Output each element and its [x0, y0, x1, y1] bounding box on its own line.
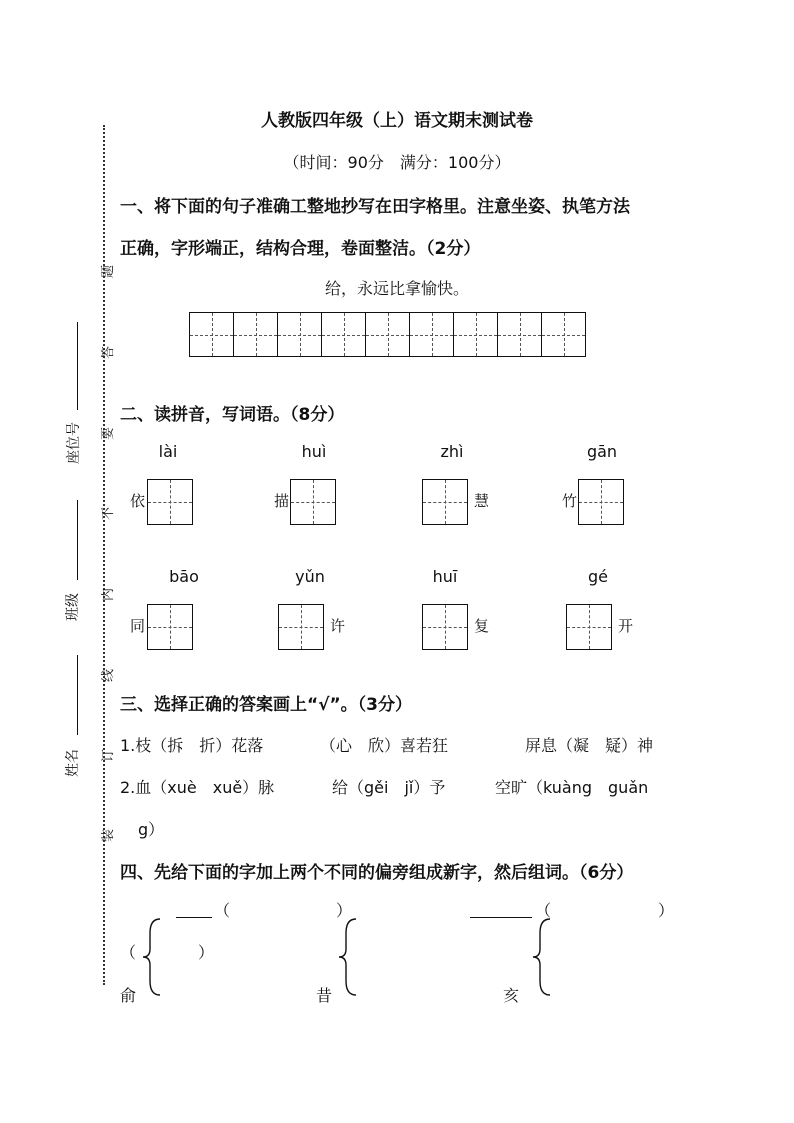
pinyin-label: yǔn	[295, 567, 325, 586]
tianzi-cell[interactable]	[453, 312, 498, 357]
pinyin-label: huì	[301, 442, 327, 461]
section4-heading: 四、先给下面的字加上两个不同的偏旁组成新字，然后组词。（6分）	[120, 863, 634, 883]
section1-heading-line2: 正确，字形端正，结构合理，卷面整洁。（2分）	[120, 239, 481, 259]
name-label: 姓名	[65, 749, 81, 777]
tianzi-cell[interactable]	[321, 312, 366, 357]
hint-char: 依	[130, 492, 146, 510]
seat-number-line[interactable]	[77, 322, 78, 410]
tianzi-cell[interactable]	[541, 312, 586, 357]
choice-item: 给（gěi jǐ）予	[332, 778, 446, 797]
page-subtitle: （时间：90分 满分：100分）	[283, 153, 511, 172]
radical-blank[interactable]	[470, 917, 532, 918]
binding-char-4: 不	[101, 506, 117, 521]
base-char: 亥	[503, 986, 520, 1005]
choice-item: 屏息（凝 疑）神	[525, 736, 654, 755]
pinyin-label: gé	[588, 567, 608, 586]
choice-item: 2.血（xuè xuě）脉	[120, 778, 275, 797]
radical-blank[interactable]	[176, 917, 212, 918]
class-label: 班级	[65, 593, 81, 621]
binding-char-8: 装	[101, 828, 117, 843]
tianzi-cell[interactable]	[409, 312, 454, 357]
binding-char-7: 订	[101, 748, 117, 763]
binding-char-6: 线	[101, 668, 117, 683]
pinyin-label: gān	[586, 442, 618, 461]
hint-char: 慧	[474, 492, 490, 510]
binding-char-5: 内	[101, 587, 117, 602]
binding-char-3: 要	[101, 426, 117, 441]
pinyin-label: huī	[432, 567, 458, 586]
tianzi-cell[interactable]	[277, 312, 322, 357]
binding-char-1: 题	[101, 264, 117, 279]
base-char: 俞	[120, 986, 137, 1005]
tianzi-cell[interactable]	[189, 312, 234, 357]
name-line[interactable]	[77, 655, 78, 735]
pinyin-answer-box[interactable]	[290, 479, 336, 525]
hint-char: 同	[130, 617, 146, 635]
brace-icon	[530, 915, 554, 1000]
pinyin-answer-box[interactable]	[278, 604, 324, 650]
paren-open: （	[214, 901, 231, 920]
paren-close: ）	[658, 901, 675, 920]
tianzi-cell[interactable]	[497, 312, 542, 357]
pinyin-label: zhì	[440, 442, 464, 461]
hint-char: 描	[274, 492, 290, 510]
hint-char: 复	[474, 617, 490, 635]
pinyin-answer-box[interactable]	[147, 479, 193, 525]
tianzi-cell[interactable]	[233, 312, 278, 357]
pinyin-answer-box[interactable]	[578, 479, 624, 525]
pinyin-answer-box[interactable]	[566, 604, 612, 650]
hint-char: 竹	[562, 492, 578, 510]
paren-open: （	[120, 943, 137, 962]
brace-icon	[140, 915, 164, 1000]
binding-char-2: 答	[101, 345, 117, 360]
pinyin-label: lài	[158, 442, 178, 461]
section1-sentence: 给，永远比拿愉快。	[324, 279, 469, 298]
brace-icon	[336, 915, 360, 1000]
section1-heading-line1: 一、将下面的句子准确工整地抄写在田字格里。注意坐姿、执笔方法	[120, 197, 630, 217]
pinyin-answer-box[interactable]	[422, 479, 468, 525]
choice-item: （心 欣）喜若狂	[320, 736, 449, 755]
choice-item: 1.枝（拆 折）花落	[120, 736, 264, 755]
tianzi-grid-row	[189, 312, 586, 357]
hint-char: 开	[618, 617, 634, 635]
hint-char: 许	[330, 617, 346, 635]
pinyin-answer-box[interactable]	[147, 604, 193, 650]
section3-heading: 三、选择正确的答案画上“√”。（3分）	[120, 695, 413, 715]
choice-item: 空旷（kuàng guǎn	[495, 778, 649, 797]
paren-close: ）	[336, 901, 353, 920]
seat-number-label: 座位号	[66, 422, 82, 464]
page-title: 人教版四年级（上）语文期末测试卷	[261, 111, 533, 131]
paren-open: （	[535, 901, 552, 920]
base-char: 昔	[316, 986, 333, 1005]
choice-item-continued: g）	[138, 820, 165, 839]
section2-heading: 二、读拼音，写词语。（8分）	[120, 405, 345, 425]
class-line[interactable]	[77, 500, 78, 580]
paren-close: ）	[198, 943, 215, 962]
tianzi-cell[interactable]	[365, 312, 410, 357]
binding-dotted-line	[103, 125, 105, 985]
pinyin-label: bāo	[169, 567, 199, 586]
pinyin-answer-box[interactable]	[422, 604, 468, 650]
